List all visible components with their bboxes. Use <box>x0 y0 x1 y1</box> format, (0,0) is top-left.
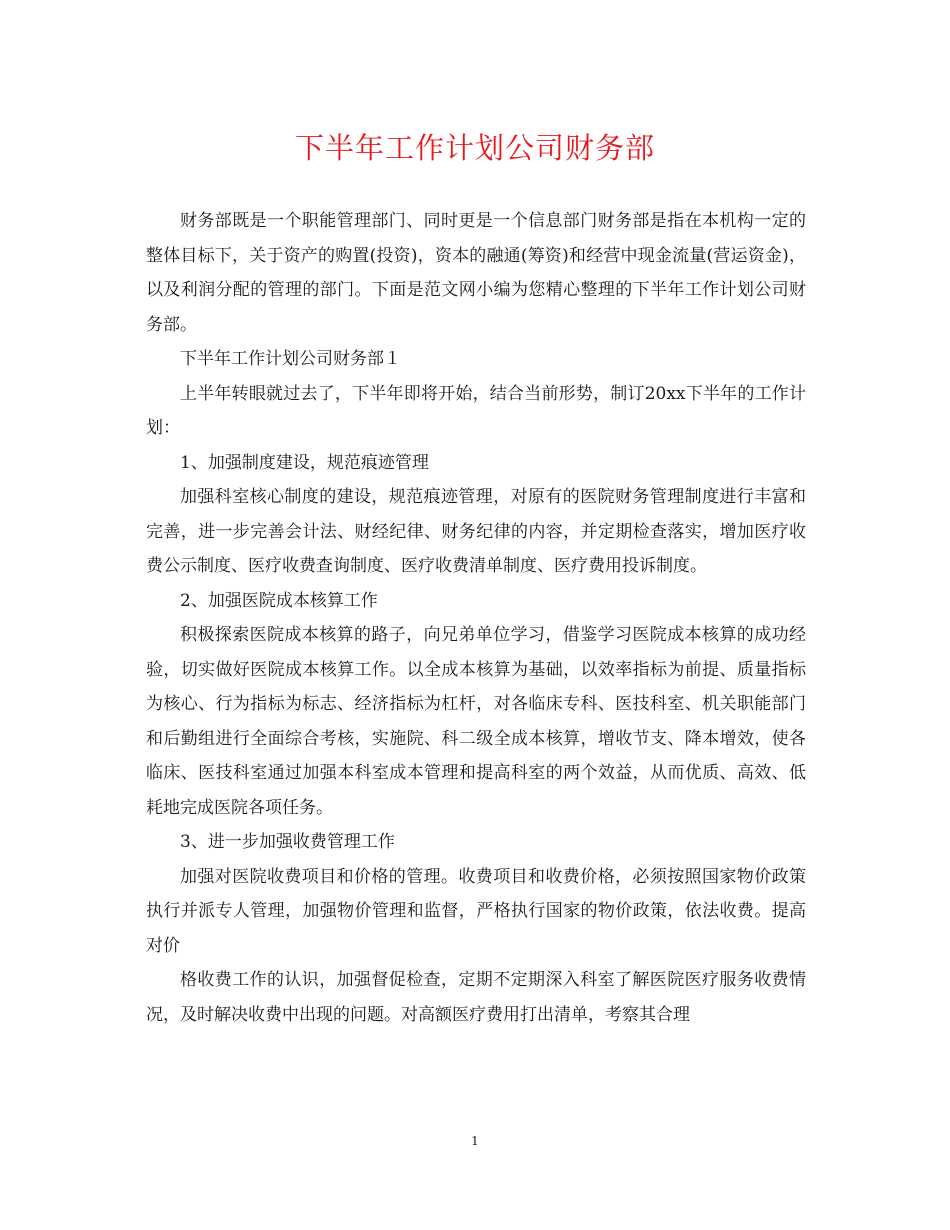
intro-paragraph: 财务部既是一个职能管理部门、同时更是一个信息部门财务部是指在本机构一定的整体目标下，关于资产的购置(投资)，资本的融通(筹资)和经营中现金流量(营运资金)，以及利润分配的管理的部门。下面是范文网小编为您精心整理的下半年工作计划公司财务部。 <box>146 211 806 335</box>
body-paragraph: 加强对医院收费项目和价格的管理。收费项目和收费价格，必须按照国家物价政策执行并派专人管理，加强物价管理和监督，严格执行国家的物价政策，依法收费。提高对价 <box>146 866 806 956</box>
document-title: 下半年工作计划公司财务部 <box>294 131 655 165</box>
item-heading-3: 3、进一步加强收费管理工作 <box>180 832 395 852</box>
section-heading: 下半年工作计划公司财务部１ <box>180 349 401 369</box>
item-heading-2: 2、加强医院成本核算工作 <box>180 590 378 611</box>
document-body <box>146 204 806 1032</box>
body-paragraph: 上半年转眼就过去了，下半年即将开始，结合当前形势，制订20xx下半年的工作计划： <box>146 383 806 438</box>
body-paragraph: 积极探索医院成本核算的路子，向兄弟单位学习，借鉴学习医院成本核算的成功经验，切实做好医院成本核算工作。以全成本核算为基础，以效率指标为前提、质量指标为核心、行为指标为标志、经济指标为杠杆，对各临床专科、医技科室、机关职能部门和后勤组进行全面综合考核，实施院、科二级全成本核算，增收节支、降本增效，使各临床、医技科室通过加强本科室成本管理和提高科室的两个效益，从而优质、高效、低耗地完成医院各项任务。 <box>146 625 806 818</box>
body-paragraph: 加强科室核心制度的建设，规范痕迹管理，对原有的医院财务管理制度进行丰富和完善，进一步完善会计法、财经纪律、财务纪律的内容，并定期检查落实，增加医疗收费公示制度、医疗收费查询制度、医疗收费清单制度、医疗费用投诉制度。 <box>146 487 806 576</box>
item-heading-1: 1、加强制度建设，规范痕迹管理 <box>180 452 429 473</box>
body-paragraph: 格收费工作的认识，加强督促检查，定期不定期深入科室了解医院医疗服务收费情况，及时解决收费中出现的问题。对高额医疗费用打出清单，考察其合理 <box>146 970 806 1025</box>
page-number: 1 <box>471 1134 479 1148</box>
